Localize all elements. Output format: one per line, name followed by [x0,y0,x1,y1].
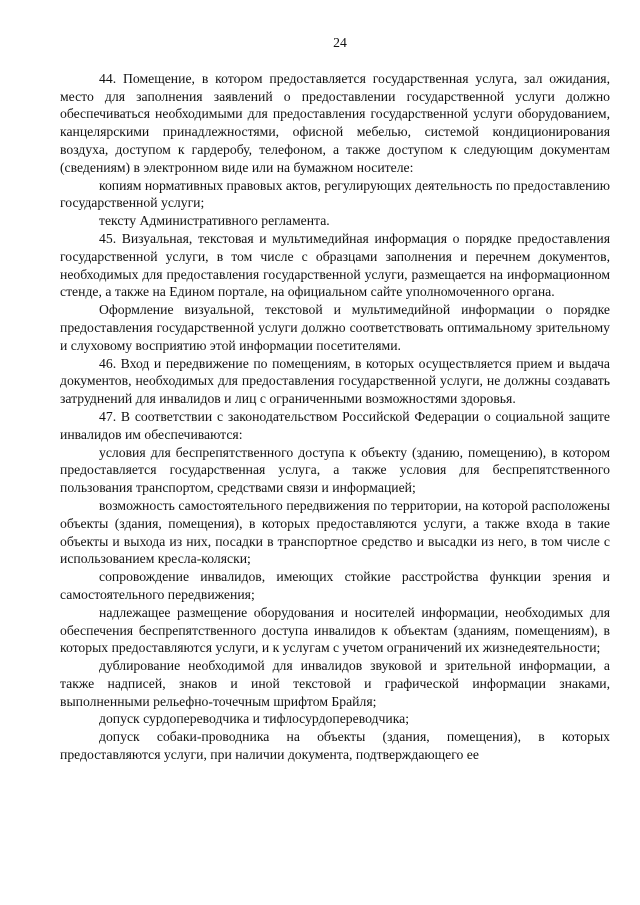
paragraph-list-item-interpreter-admission: допуск сурдопереводчика и тифлосурдопереводчика; [99,711,410,727]
paragraph-list-item-copies: копиям нормативных правовых актов, регулирующих деятельность по предоставлению государственной услуги; [60,177,611,211]
paragraph-list-item-duplication: дублирование необходимой для инвалидов звуковой и зрительной информации, а также надписей, знаков и иной текстовой и графической информации знаками, выполненными рельефно-точечным шрифтом Брайля; [60,658,610,709]
paragraph-45: 45. Визуальная, текстовая и мультимедийная информация о порядке предоставления государственной услуги, в том числе с образцами заполнения и перечнем документов, необходимых для предоставления государственной услуги, размещается на информационном стенде, а также на Едином портале, на официальном сайте уполномоченного органа. [60,230,610,300]
paragraph-list-item-guide-dog: допуск собаки-проводника на объекты (здания, помещения), в которых предоставляются услуги, при наличии документа, подтверждающего ее [60,729,610,763]
paragraph-list-item-accompaniment: сопровождение инвалидов, имеющих стойкие расстройства функции зрения и самостоятельного передвижения; [60,569,610,602]
paragraph-list-item-regulation-text: тексту Административного регламента. [99,213,330,229]
paragraph-47: 47. В соответствии с законодательством Российской Федерации о социальной защите инвалидов им обеспечиваются: [60,408,610,442]
paragraph-46: 46. Вход и передвижение по помещениям, в которых осуществляется прием и выдача документов, необходимых для предоставления государственной услуги, не должны создавать затруднений для инвалидов и лиц с ограниченными возможностями здоровья. [60,355,610,407]
paragraph-list-item-independent-movement: возможность самостоятельного передвижения по территории, на которой расположены объекты (здания, помещения), в которых предоставляются услуги, а также входа в такие объекты и выхода из них, посадки в транспортное средство и высадки из него, в том числе с использованием кресла-коляски; [60,497,610,567]
paragraph-list-item-equipment-placement: надлежащее размещение оборудования и носителей информации, необходимых для обеспечения беспрепятственного доступа инвалидов к объектам (зданиям, помещениям), в которых предоставляются услуги, и к услугам с учетом ограничений их жизнедеятельности; [60,604,610,656]
paragraph-44: 44. Помещение, в котором предоставляется государственная услуга, зал ожидания, место для заполнения заявлений о предоставлении государственной услуги должно обеспечиваться необходимыми для предоставления государственной услуги оборудованием, канцелярскими принадлежностями, офисной мебелью, системой кондиционирования воздуха, доступом к гардеробу, телефоном, а также доступом к следующим документам (сведениям) в электронном виде или на бумажном носителе: [60,70,610,175]
paragraph-list-item-access-conditions: условия для беспрепятственного доступа к объекту (зданию, помещению), в котором предоставляется государственная услуга, а также условия для беспрепятственного пользования транспортом, средствами связи и информацией; [60,444,610,496]
paragraph-45-design: Оформление визуальной, текстовой и мультимедийной информации о порядке предоставления государственной услуги должно соответствовать оптимальному зрительному и слуховому восприятию этой информации посетителями. [60,302,610,353]
page-number: 24 [333,35,347,50]
